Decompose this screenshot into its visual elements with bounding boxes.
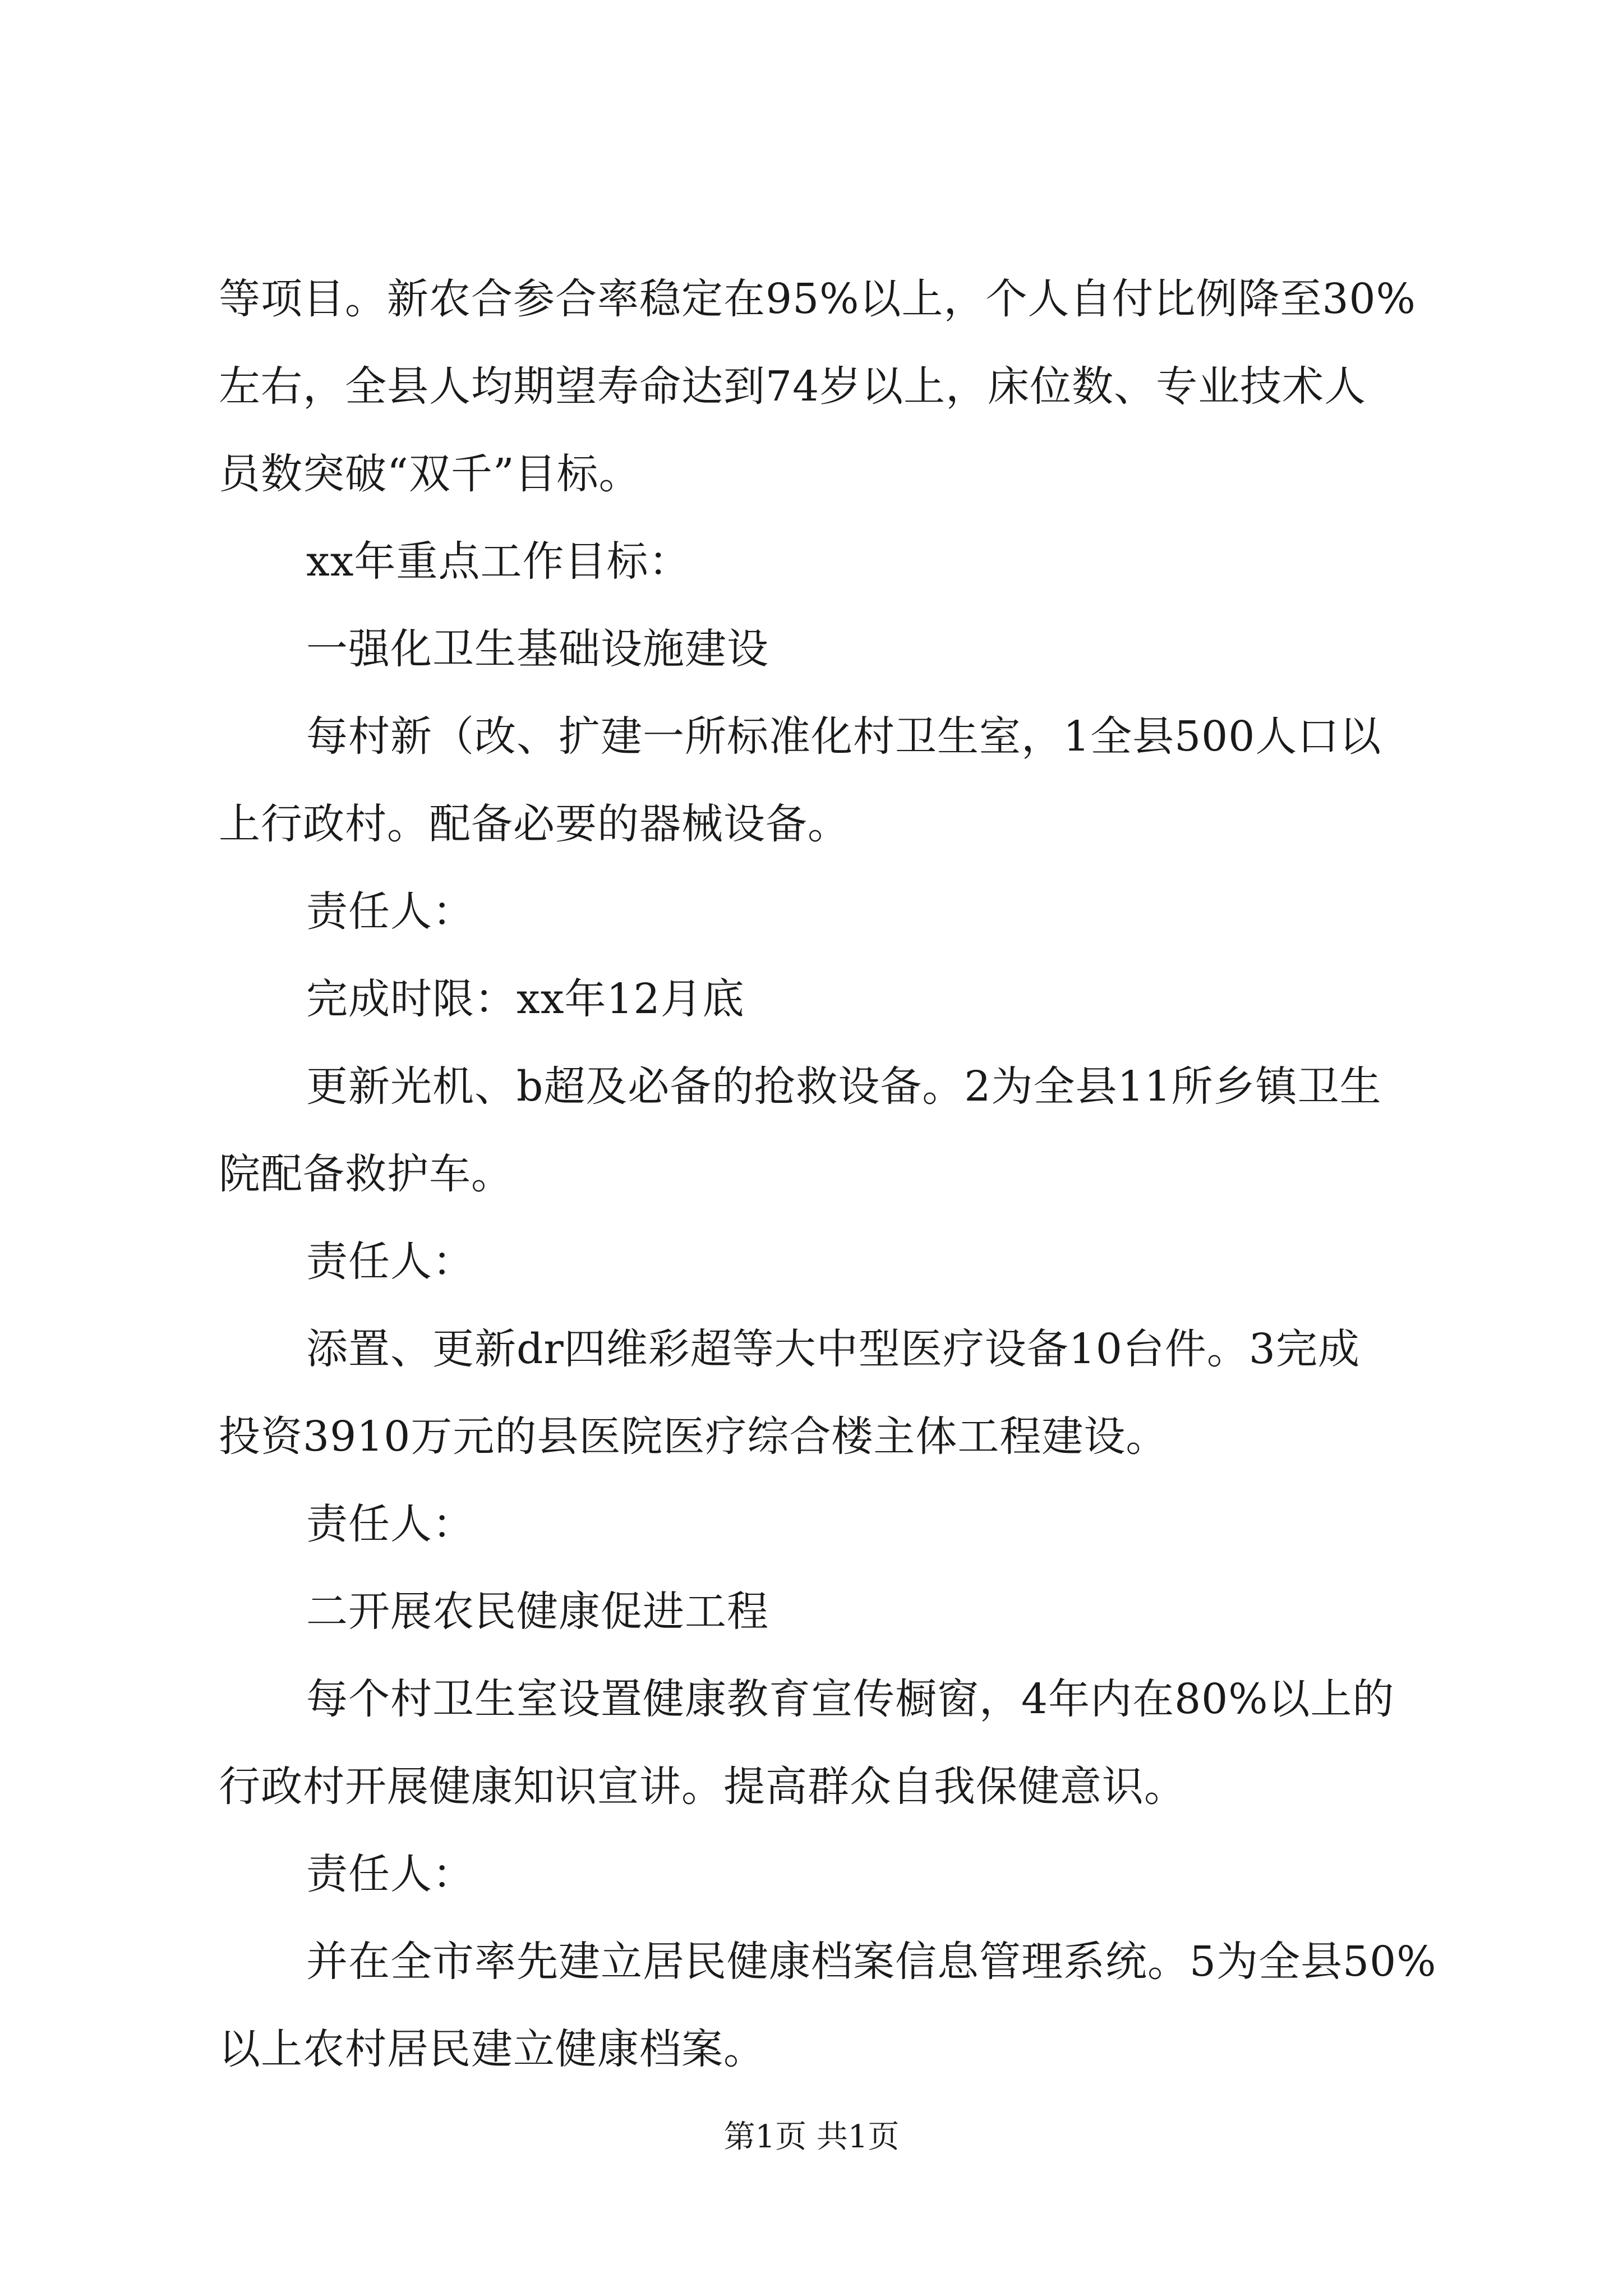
body-line-21: 以上农村居民建立健康档案。 xyxy=(219,2025,766,2073)
body-line-18: 行政村开展健康知识宣讲。提高群众自我保健意识。 xyxy=(219,1763,1186,1811)
body-line-13: 添置、更新dr四维彩超等大中型医疗设备10台件。3完成 xyxy=(306,1325,1360,1373)
deadline-line: 完成时限：xx年12月底 xyxy=(306,975,745,1023)
body-line-2: 左右，全县人均期望寿命达到74岁以上，床位数、专业技术人 xyxy=(219,362,1367,411)
responsible-person-2: 责任人： xyxy=(306,1237,474,1286)
body-line-17: 每个村卫生室设置健康教育宣传橱窗，4年内在80%以上的 xyxy=(306,1675,1395,1723)
body-line-20: 并在全市率先建立居民健康档案信息管理系统。5为全县50% xyxy=(306,1938,1437,1986)
section-heading-1: 一强化卫生基础设施建设 xyxy=(306,625,769,673)
responsible-person-3: 责任人： xyxy=(306,1500,474,1548)
body-line-10: 更新光机、b超及必备的抢救设备。2为全县11所乡镇卫生 xyxy=(306,1062,1382,1111)
section-heading-year-goals: xx年重点工作目标： xyxy=(306,537,691,586)
body-line-3: 员数突破“双千”目标。 xyxy=(219,450,641,498)
section-heading-2: 二开展农民健康促进工程 xyxy=(306,1588,769,1636)
responsible-person-4: 责任人： xyxy=(306,1850,474,1898)
body-line-14: 投资3910万元的县医院医疗综合楼主体工程建设。 xyxy=(219,1412,1168,1461)
responsible-person-1: 责任人： xyxy=(306,887,474,936)
body-line-6: 每村新（改、扩建一所标准化村卫生室，1全县500人口以 xyxy=(306,712,1382,761)
body-line-11: 院配备救护车。 xyxy=(219,1150,513,1198)
body-line-7: 上行政村。配备必要的器械设备。 xyxy=(219,800,850,848)
body-line-1: 等项目。新农合参合率稳定在95%以上，个人自付比例降至30% xyxy=(219,275,1416,323)
document-body xyxy=(219,255,1437,2093)
page-footer: 第1页 共1页 xyxy=(723,2119,900,2155)
